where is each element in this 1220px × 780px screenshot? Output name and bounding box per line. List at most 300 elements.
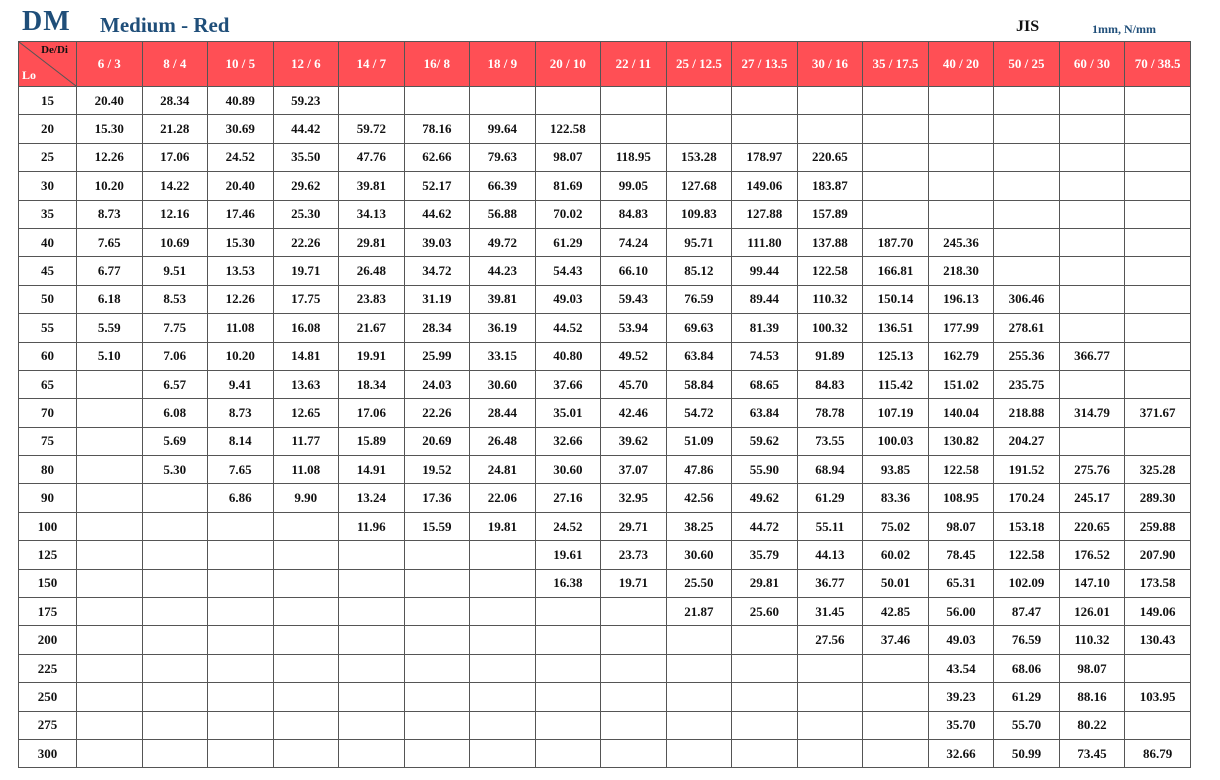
table-cell: 37.66 <box>535 370 601 398</box>
table-cell: 314.79 <box>1059 399 1125 427</box>
table-cell: 7.06 <box>142 342 208 370</box>
table-cell <box>732 739 798 767</box>
table-cell: 32.95 <box>601 484 667 512</box>
table-cell: 21.87 <box>666 598 732 626</box>
table-cell: 51.09 <box>666 427 732 455</box>
table-row <box>19 484 1191 512</box>
table-cell: 157.89 <box>797 200 863 228</box>
table-cell <box>273 626 339 654</box>
table-cell: 25.30 <box>273 200 339 228</box>
table-cell <box>732 115 798 143</box>
table-cell <box>666 626 732 654</box>
table-cell: 73.55 <box>797 427 863 455</box>
table-cell: 6.77 <box>77 257 143 285</box>
table-cell: 8.14 <box>208 427 274 455</box>
table-cell: 39.03 <box>404 228 470 256</box>
table-cell: 98.07 <box>1059 654 1125 682</box>
table-cell: 150.14 <box>863 285 929 313</box>
table-cell <box>535 739 601 767</box>
table-cell: 68.65 <box>732 370 798 398</box>
table-cell: 22.26 <box>273 228 339 256</box>
table-cell: 8.73 <box>77 200 143 228</box>
table-cell: 183.87 <box>797 172 863 200</box>
table-cell: 6.18 <box>77 285 143 313</box>
table-cell <box>208 626 274 654</box>
table-cell <box>535 598 601 626</box>
table-cell: 35.01 <box>535 399 601 427</box>
table-cell <box>77 456 143 484</box>
table-cell: 19.61 <box>535 541 601 569</box>
table-cell <box>77 427 143 455</box>
table-cell: 16.38 <box>535 569 601 597</box>
table-cell: 140.04 <box>928 399 994 427</box>
table-cell: 111.80 <box>732 228 798 256</box>
row-header-lo: 175 <box>19 598 77 626</box>
table-cell: 55.11 <box>797 512 863 540</box>
table-cell: 79.63 <box>470 143 536 171</box>
table-cell: 16.08 <box>273 314 339 342</box>
table-cell: 49.62 <box>732 484 798 512</box>
table-cell <box>928 200 994 228</box>
row-header-lo: 300 <box>19 739 77 767</box>
table-row <box>19 342 1191 370</box>
table-cell <box>928 143 994 171</box>
table-cell <box>77 370 143 398</box>
table-row <box>19 87 1191 115</box>
table-cell: 126.01 <box>1059 598 1125 626</box>
row-header-lo: 50 <box>19 285 77 313</box>
table-cell: 25.50 <box>666 569 732 597</box>
table-row <box>19 456 1191 484</box>
table-cell: 33.15 <box>470 342 536 370</box>
table-cell <box>77 569 143 597</box>
table-cell: 99.05 <box>601 172 667 200</box>
table-cell: 83.36 <box>863 484 929 512</box>
table-cell: 122.58 <box>797 257 863 285</box>
table-cell: 35.70 <box>928 711 994 739</box>
table-cell: 7.75 <box>142 314 208 342</box>
table-cell: 35.79 <box>732 541 798 569</box>
table-cell: 29.71 <box>601 512 667 540</box>
table-cell: 61.29 <box>535 228 601 256</box>
table-cell: 44.42 <box>273 115 339 143</box>
table-cell <box>470 598 536 626</box>
table-cell: 39.81 <box>470 285 536 313</box>
table-cell <box>797 739 863 767</box>
row-header-lo: 35 <box>19 200 77 228</box>
table-cell <box>208 598 274 626</box>
table-cell: 84.83 <box>601 200 667 228</box>
table-cell: 15.89 <box>339 427 405 455</box>
page-header <box>0 0 1220 40</box>
row-header-lo: 60 <box>19 342 77 370</box>
table-cell: 220.65 <box>797 143 863 171</box>
table-cell: 30.60 <box>535 456 601 484</box>
table-cell: 11.96 <box>339 512 405 540</box>
row-header-lo: 100 <box>19 512 77 540</box>
table-cell: 61.29 <box>797 484 863 512</box>
table-cell: 76.59 <box>994 626 1060 654</box>
table-cell <box>273 541 339 569</box>
table-cell: 178.97 <box>732 143 798 171</box>
table-cell <box>339 87 405 115</box>
table-cell <box>1059 370 1125 398</box>
corner-label-lo: Lo <box>22 68 37 82</box>
table-cell <box>142 683 208 711</box>
table-cell: 108.95 <box>928 484 994 512</box>
row-header-lo: 150 <box>19 569 77 597</box>
table-cell <box>994 172 1060 200</box>
table-cell: 89.44 <box>732 285 798 313</box>
units-label: 1mm, N/mm <box>1092 22 1156 36</box>
table-cell: 15.59 <box>404 512 470 540</box>
row-header-lo: 55 <box>19 314 77 342</box>
table-cell <box>404 541 470 569</box>
table-cell: 13.53 <box>208 257 274 285</box>
table-cell <box>142 711 208 739</box>
table-cell <box>797 683 863 711</box>
column-header: 18 / 9 <box>470 42 536 87</box>
table-cell <box>863 115 929 143</box>
table-cell <box>404 654 470 682</box>
table-cell: 99.64 <box>470 115 536 143</box>
table-cell: 153.18 <box>994 512 1060 540</box>
table-cell: 30.60 <box>666 541 732 569</box>
table-cell: 40.89 <box>208 87 274 115</box>
table-cell <box>77 654 143 682</box>
table-cell: 13.24 <box>339 484 405 512</box>
table-cell: 23.83 <box>339 285 405 313</box>
table-cell: 147.10 <box>1059 569 1125 597</box>
row-header-lo: 200 <box>19 626 77 654</box>
table-cell: 115.42 <box>863 370 929 398</box>
table-cell: 13.63 <box>273 370 339 398</box>
table-cell: 187.70 <box>863 228 929 256</box>
table-cell: 78.78 <box>797 399 863 427</box>
table-cell: 204.27 <box>994 427 1060 455</box>
table-cell: 60.02 <box>863 541 929 569</box>
table-cell: 27.16 <box>535 484 601 512</box>
table-cell: 28.34 <box>404 314 470 342</box>
column-header: 6 / 3 <box>77 42 143 87</box>
table-cell: 19.81 <box>470 512 536 540</box>
table-row <box>19 200 1191 228</box>
column-header: 27 / 13.5 <box>732 42 798 87</box>
table-cell: 17.06 <box>142 143 208 171</box>
row-header-lo: 275 <box>19 711 77 739</box>
table-cell <box>142 484 208 512</box>
table-cell: 78.16 <box>404 115 470 143</box>
table-cell <box>470 541 536 569</box>
table-cell: 56.88 <box>470 200 536 228</box>
table-cell: 73.45 <box>1059 739 1125 767</box>
table-cell <box>208 541 274 569</box>
table-cell: 176.52 <box>1059 541 1125 569</box>
table-row <box>19 370 1191 398</box>
column-header: 22 / 11 <box>601 42 667 87</box>
table-cell: 5.30 <box>142 456 208 484</box>
table-cell: 100.32 <box>797 314 863 342</box>
table-row <box>19 541 1191 569</box>
table-cell: 12.26 <box>77 143 143 171</box>
table-cell: 12.65 <box>273 399 339 427</box>
table-cell: 43.54 <box>928 654 994 682</box>
table-cell: 10.20 <box>77 172 143 200</box>
column-header: 35 / 17.5 <box>863 42 929 87</box>
table-cell: 8.53 <box>142 285 208 313</box>
table-cell: 56.00 <box>928 598 994 626</box>
table-cell: 81.69 <box>535 172 601 200</box>
table-cell: 69.63 <box>666 314 732 342</box>
table-cell: 98.07 <box>928 512 994 540</box>
table-cell: 289.30 <box>1125 484 1191 512</box>
table-cell: 166.81 <box>863 257 929 285</box>
column-header: 16/ 8 <box>404 42 470 87</box>
table-cell: 325.28 <box>1125 456 1191 484</box>
table-cell <box>863 654 929 682</box>
table-cell: 173.58 <box>1125 569 1191 597</box>
table-cell <box>928 87 994 115</box>
table-cell <box>1125 314 1191 342</box>
column-header: 12 / 6 <box>273 42 339 87</box>
table-row <box>19 143 1191 171</box>
table-cell: 61.29 <box>994 683 1060 711</box>
table-cell: 58.84 <box>666 370 732 398</box>
column-header: 60 / 30 <box>1059 42 1125 87</box>
table-cell: 15.30 <box>77 115 143 143</box>
table-cell: 245.36 <box>928 228 994 256</box>
table-cell <box>470 626 536 654</box>
table-cell <box>666 711 732 739</box>
table-cell: 44.62 <box>404 200 470 228</box>
table-cell <box>404 598 470 626</box>
table-cell <box>994 257 1060 285</box>
table-cell: 6.08 <box>142 399 208 427</box>
table-cell: 35.50 <box>273 143 339 171</box>
table-cell: 93.85 <box>863 456 929 484</box>
table-cell <box>1125 285 1191 313</box>
table-cell <box>797 87 863 115</box>
table-cell: 54.43 <box>535 257 601 285</box>
table-cell: 59.62 <box>732 427 798 455</box>
table-cell <box>601 598 667 626</box>
table-cell <box>863 711 929 739</box>
table-cell: 122.58 <box>928 456 994 484</box>
table-cell: 11.08 <box>208 314 274 342</box>
table-cell: 44.23 <box>470 257 536 285</box>
table-cell <box>1059 143 1125 171</box>
table-cell <box>470 569 536 597</box>
table-cell <box>208 683 274 711</box>
table-cell <box>77 484 143 512</box>
table-cell <box>77 598 143 626</box>
row-header-lo: 125 <box>19 541 77 569</box>
table-cell: 153.28 <box>666 143 732 171</box>
table-row <box>19 683 1191 711</box>
table-cell: 19.91 <box>339 342 405 370</box>
table-cell: 50.99 <box>994 739 1060 767</box>
table-cell: 151.02 <box>928 370 994 398</box>
table-cell <box>1059 257 1125 285</box>
table-cell: 39.62 <box>601 427 667 455</box>
table-cell <box>142 598 208 626</box>
table-cell: 55.90 <box>732 456 798 484</box>
table-cell <box>339 541 405 569</box>
table-cell <box>273 569 339 597</box>
row-header-lo: 40 <box>19 228 77 256</box>
table-cell: 84.83 <box>797 370 863 398</box>
table-cell <box>863 172 929 200</box>
table-cell <box>863 143 929 171</box>
table-cell: 91.89 <box>797 342 863 370</box>
table-cell: 9.90 <box>273 484 339 512</box>
table-cell: 68.06 <box>994 654 1060 682</box>
table-cell: 10.69 <box>142 228 208 256</box>
table-cell <box>1125 172 1191 200</box>
table-cell: 88.16 <box>1059 683 1125 711</box>
column-header: 14 / 7 <box>339 42 405 87</box>
table-cell: 80.22 <box>1059 711 1125 739</box>
table-cell: 70.02 <box>535 200 601 228</box>
table-cell: 25.99 <box>404 342 470 370</box>
table-cell <box>273 654 339 682</box>
table-cell: 259.88 <box>1125 512 1191 540</box>
table-cell: 278.61 <box>994 314 1060 342</box>
table-row <box>19 626 1191 654</box>
column-header: 10 / 5 <box>208 42 274 87</box>
row-header-lo: 25 <box>19 143 77 171</box>
row-header-lo: 65 <box>19 370 77 398</box>
table-cell: 29.81 <box>339 228 405 256</box>
table-cell <box>470 683 536 711</box>
table-cell: 45.70 <box>601 370 667 398</box>
table-cell <box>404 569 470 597</box>
table-cell <box>601 711 667 739</box>
table-cell: 32.66 <box>535 427 601 455</box>
table-cell: 74.53 <box>732 342 798 370</box>
column-header: 70 / 38.5 <box>1125 42 1191 87</box>
table-cell: 103.95 <box>1125 683 1191 711</box>
table-cell <box>208 654 274 682</box>
table-cell: 28.34 <box>142 87 208 115</box>
table-cell: 74.24 <box>601 228 667 256</box>
table-cell: 21.67 <box>339 314 405 342</box>
table-row <box>19 172 1191 200</box>
page-title: Medium - Red <box>100 13 230 37</box>
table-cell <box>601 115 667 143</box>
table-cell <box>1125 200 1191 228</box>
table-cell: 30.60 <box>470 370 536 398</box>
table-cell: 87.47 <box>994 598 1060 626</box>
table-row <box>19 399 1191 427</box>
table-cell <box>77 739 143 767</box>
table-cell: 25.60 <box>732 598 798 626</box>
table-cell: 47.76 <box>339 143 405 171</box>
row-header-lo: 90 <box>19 484 77 512</box>
table-cell: 68.94 <box>797 456 863 484</box>
table-cell: 20.69 <box>404 427 470 455</box>
table-cell <box>1125 257 1191 285</box>
table-cell: 196.13 <box>928 285 994 313</box>
column-header: 8 / 4 <box>142 42 208 87</box>
table-cell: 49.03 <box>535 285 601 313</box>
row-header-lo: 45 <box>19 257 77 285</box>
table-cell: 66.39 <box>470 172 536 200</box>
table-cell <box>732 711 798 739</box>
table-cell <box>928 172 994 200</box>
table-cell <box>1125 342 1191 370</box>
table-cell: 37.46 <box>863 626 929 654</box>
row-header-lo: 70 <box>19 399 77 427</box>
table-cell: 98.07 <box>535 143 601 171</box>
table-cell: 81.39 <box>732 314 798 342</box>
table-cell: 137.88 <box>797 228 863 256</box>
table-cell: 207.90 <box>1125 541 1191 569</box>
table-cell: 36.77 <box>797 569 863 597</box>
table-cell: 220.65 <box>1059 512 1125 540</box>
table-cell: 102.09 <box>994 569 1060 597</box>
table-cell: 17.06 <box>339 399 405 427</box>
table-cell: 22.26 <box>404 399 470 427</box>
table-cell: 149.06 <box>1125 598 1191 626</box>
table-cell: 47.86 <box>666 456 732 484</box>
table-cell: 19.52 <box>404 456 470 484</box>
table-cell <box>601 626 667 654</box>
table-cell <box>142 739 208 767</box>
table-cell: 245.17 <box>1059 484 1125 512</box>
table-cell <box>863 87 929 115</box>
table-cell: 62.66 <box>404 143 470 171</box>
table-cell <box>339 654 405 682</box>
row-header-lo: 75 <box>19 427 77 455</box>
table-cell <box>994 87 1060 115</box>
table-row <box>19 512 1191 540</box>
table-cell: 170.24 <box>994 484 1060 512</box>
table-cell: 49.03 <box>928 626 994 654</box>
table-cell: 9.41 <box>208 370 274 398</box>
table-cell: 49.52 <box>601 342 667 370</box>
table-row <box>19 427 1191 455</box>
table-cell <box>1059 314 1125 342</box>
table-cell: 86.79 <box>1125 739 1191 767</box>
table-cell <box>1125 711 1191 739</box>
table-cell <box>994 200 1060 228</box>
table-cell: 34.13 <box>339 200 405 228</box>
table-cell <box>339 711 405 739</box>
column-header: 30 / 16 <box>797 42 863 87</box>
series-code: DM <box>22 6 71 37</box>
table-cell <box>339 598 405 626</box>
table-cell <box>863 739 929 767</box>
table-cell: 5.59 <box>77 314 143 342</box>
table-cell: 10.20 <box>208 342 274 370</box>
table-cell: 31.19 <box>404 285 470 313</box>
table-cell: 6.57 <box>142 370 208 398</box>
table-cell: 26.48 <box>339 257 405 285</box>
table-cell: 149.06 <box>732 172 798 200</box>
table-cell: 122.58 <box>535 115 601 143</box>
table-cell <box>994 228 1060 256</box>
table-row <box>19 228 1191 256</box>
table-cell: 5.10 <box>77 342 143 370</box>
table-cell <box>208 512 274 540</box>
table-cell <box>404 683 470 711</box>
table-cell: 29.62 <box>273 172 339 200</box>
table-cell: 235.75 <box>994 370 1060 398</box>
corner-label-de-di: De/Di <box>41 44 68 56</box>
table-cell: 19.71 <box>601 569 667 597</box>
table-cell: 7.65 <box>77 228 143 256</box>
